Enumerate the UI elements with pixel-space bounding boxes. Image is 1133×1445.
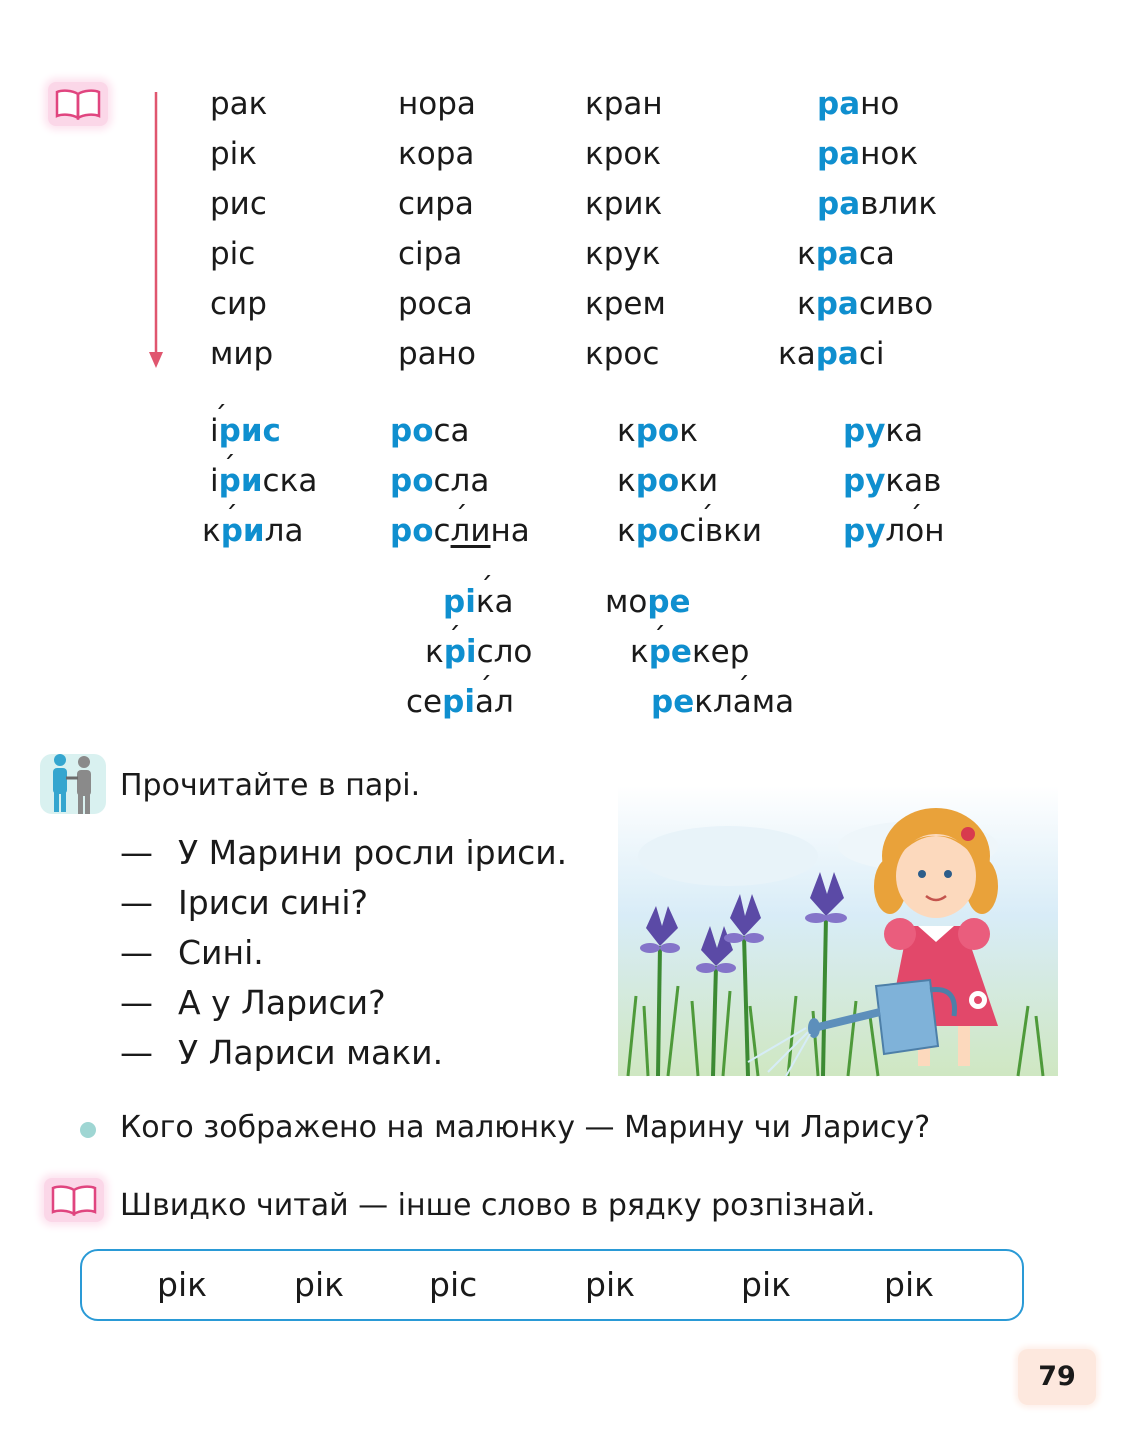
dialogue-text: У Марини росли іриси.: [178, 833, 568, 872]
word: роса: [398, 286, 473, 322]
word: море: [605, 584, 691, 620]
speed-word: рік: [585, 1265, 636, 1304]
word: крок: [617, 413, 698, 449]
speed-word: рік: [741, 1265, 792, 1304]
dialogue-line: [120, 883, 368, 923]
word: рука: [843, 413, 924, 449]
word: крук: [585, 236, 661, 272]
question-text: Кого зображено на малюнку — Марину чи Ларису?: [120, 1110, 931, 1145]
word: ріка ´: [443, 584, 514, 620]
word: рис: [210, 186, 267, 222]
word: мир: [210, 336, 274, 372]
word: рік: [210, 136, 258, 172]
dialogue-line: [120, 833, 567, 873]
word: крі ´сло: [425, 634, 532, 670]
word: руло ´н: [843, 513, 944, 549]
speed-word: рік: [294, 1265, 345, 1304]
dialogue-dash: —: [120, 883, 153, 922]
word: сира: [398, 186, 474, 222]
word: крик: [585, 186, 663, 222]
speed-word: рік: [157, 1265, 208, 1304]
word: рекла ´ма: [651, 684, 794, 720]
word: іри ´ска: [210, 463, 317, 499]
dialogue-line: [120, 933, 264, 973]
word: кри ´ла: [202, 513, 303, 549]
bullet-icon: [80, 1122, 96, 1138]
word: нора: [398, 86, 476, 122]
word: ранок: [817, 136, 919, 172]
word: кора: [398, 136, 475, 172]
speed-word: рік: [884, 1265, 935, 1304]
dialogue-text: У Лариси маки.: [178, 1033, 444, 1072]
pair-icon: [38, 748, 108, 820]
word: крос: [585, 336, 660, 372]
dialogue-dash: —: [120, 833, 153, 872]
word: крок: [585, 136, 662, 172]
dialogue-dash: —: [120, 983, 153, 1022]
dialogue-dash: —: [120, 1033, 153, 1072]
pair-reading-instruction: Прочитайте в парі.: [120, 768, 421, 803]
girl-watering-irises-illustration: [618, 776, 1058, 1078]
word: равлик: [817, 186, 938, 222]
dialogue-line: [120, 1033, 443, 1073]
word-row-frame: [80, 1249, 1024, 1321]
word: сир: [210, 286, 267, 322]
word: кре ´кер: [630, 634, 749, 670]
word: роса: [390, 413, 470, 449]
word: росли ´на: [390, 513, 530, 549]
word: рак: [210, 86, 268, 122]
word: красиво: [797, 286, 934, 322]
page-number: 79: [1018, 1349, 1096, 1405]
dialogue-dash: —: [120, 933, 153, 972]
dialogue-text: Іриси сині?: [178, 883, 369, 922]
word: росла: [390, 463, 490, 499]
word: кран: [585, 86, 663, 122]
dialogue-text: А у Лариси?: [178, 983, 386, 1022]
word: крем: [585, 286, 666, 322]
word: карасі: [778, 336, 885, 372]
word: рано: [398, 336, 476, 372]
speed-task-instruction: Швидко читай — інше слово в рядку розпізнай.: [120, 1188, 876, 1223]
dialogue-line: [120, 983, 386, 1023]
word: кроки: [617, 463, 719, 499]
speed-word: ріс: [429, 1265, 478, 1304]
down-arrow-icon: [148, 92, 164, 372]
word: серіал ´: [406, 684, 514, 720]
word: рано: [817, 86, 900, 122]
word: і ´рис: [210, 413, 281, 449]
word: кросі ´вки: [617, 513, 762, 549]
word: сіра: [398, 236, 463, 272]
word: ріс: [210, 236, 256, 272]
word: рукав: [843, 463, 942, 499]
dialogue-text: Сині.: [178, 933, 264, 972]
word: краса: [797, 236, 895, 272]
book-icon: [48, 82, 108, 126]
book-icon: [44, 1178, 104, 1222]
